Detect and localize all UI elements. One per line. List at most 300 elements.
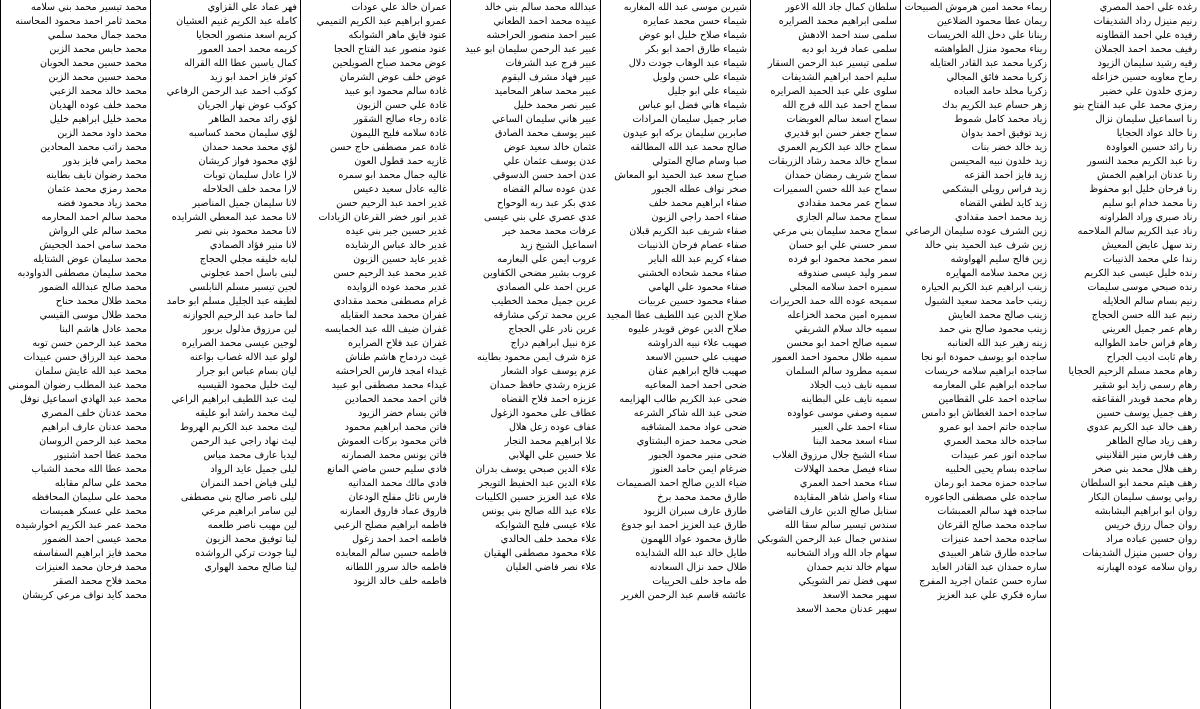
name-entry: عدن يوسف عثمان علي [503, 156, 597, 167]
name-entry: عرين محمد تركي مشارقه [493, 310, 597, 321]
name-entry: لانا سليمان جميل المناصير [192, 198, 297, 209]
name-entry: سميره احمد سلامه المجلي [789, 282, 897, 293]
name-entry: سميحه عوده الله حمد الحريرات [769, 296, 897, 307]
name-entry: سنابل صالح الدين عارف القاضي [767, 506, 897, 517]
name-entry: سمر حسني علي ابو حسان [788, 240, 897, 251]
name-entry: فاطمه خالد سرور اللطانه [345, 562, 447, 573]
name-entry: فاتن احمد محمد الحمادين [344, 394, 447, 405]
name-entry: عثمان خالد سعيد عوض [504, 142, 597, 153]
name-entry: سميه خالد سلام الشريقي [794, 324, 897, 335]
name-entry: ساجده انور عمر عبيدات [951, 450, 1047, 461]
name-entry: ساره حسن عثمان اجريد المفرج [919, 576, 1047, 587]
name-entry: محمد فلاح محمد الصقر [53, 576, 147, 587]
name-entry: زيد خلدون نبيه المحيسن [950, 156, 1047, 167]
name-entry: سميه صالح احمد ابو محسن [786, 338, 897, 349]
name-entry: سميه مطرود سالم السلمان [785, 366, 897, 377]
name-entry: صابرين سليمان بركه ابو عيدون [622, 128, 747, 139]
name-entry: رمزي محمد علي عبد الفتاح بنو [1073, 100, 1197, 111]
name-entry: عائشه قاسم عبد الرحمن الغرير [621, 590, 747, 601]
name-entry: ضياء الدين صالح احمد الصميمات [616, 478, 747, 489]
name-entry: صهيب علاء نبيه الدراوشه [647, 338, 747, 349]
name-entry: رهف هلال محمد بني صخر [1092, 464, 1197, 475]
name-entry: كريم اسعد منصور الحجايا [196, 30, 297, 41]
name-entry: كوثر فايز احمد ابو زيد [210, 72, 297, 83]
name-entry: محمد عادل هاشم البنا [59, 324, 147, 335]
name-entry: محمد حابس محمد الزبن [49, 44, 147, 55]
name-entry: صلاح الدين عبد اللطيف عطا المجيد [606, 310, 747, 321]
name-entry: علاء عيسى فليح الشوابكه [494, 520, 597, 531]
name-entry: غدير احمد عبد الرحيم حسن [336, 198, 447, 209]
name-entry: صفاء ابراهيم محمد خلف [648, 198, 747, 209]
name-entry: سماح شريف رمضان حمدان [784, 170, 897, 181]
name-entry: سميه نايف ذيب الجلاد [809, 380, 897, 391]
name-entry: عوض محمد صباح الصويلحين [332, 58, 447, 69]
name-entry: ضحى عبد الله شاكر الشرعه [633, 408, 747, 419]
name-entry: ليلى ناصر صالح بني مصطفى [180, 492, 297, 503]
name-entry: عزيزه احمد فلاح القضاه [501, 394, 597, 405]
name-entry: صبا وسام صالح المتولي [652, 156, 747, 167]
name-entry: شيماء علي ابو جليل [667, 86, 747, 97]
name-entry: رنده خليل عيسى عبد الكريم [1084, 268, 1197, 279]
name-entry: عدن عوده سالم القضاه [503, 184, 597, 195]
name-entry: صفاء محمود حسين عربيات [638, 296, 747, 307]
name-entry: سندس جمال عبد الرحمن الشوبكي [757, 534, 897, 545]
name-entry: رهف زياد صالح الطاهر [1106, 436, 1197, 447]
name-entry: لين مرزوق مذلول بربور [202, 324, 297, 335]
name-entry: كوكب احمد عبد الرحمن الرفاعي [166, 86, 297, 97]
name-entry: صفاء شريف عبد الكريم قبلان [629, 226, 747, 237]
name-entry: رماح معاويه حسين خزاعله [1091, 72, 1197, 83]
name-entry: غرام مصطفى محمد مقدادي [333, 296, 447, 307]
name-entry: سناء الشيخ جلال مرزوق الغلاب [772, 450, 897, 461]
name-entry: محمد راتب محمد المحادين [40, 142, 147, 153]
name-entry: ليث عبد اللطيف ابراهيم الراعي [171, 394, 297, 405]
name-column [301, 0, 451, 709]
name-entry: ضحى محمد حمزه البشتاوي [636, 436, 747, 447]
name-entry: رنيم عبد الله حسن الحجاج [1091, 310, 1197, 321]
name-entry: غادة رجاء صالح الشقور [353, 114, 447, 125]
name-entry: زيد محمد احمد مقدادي [954, 212, 1047, 223]
name-entry: طلال حمد نزال السعادنه [649, 562, 747, 573]
name-entry: عبير محمد ساهر المحاميد [494, 86, 597, 97]
name-entry: عزيزه رشدي حافظ حمدان [489, 380, 597, 391]
name-entry: محمد جمال محمد سلمي [47, 30, 147, 41]
name-entry: علاء عبد الله صالح بني يونس [481, 506, 597, 517]
name-entry: ساجده ابراهيم سلامه خريسات [924, 366, 1047, 377]
name-entry: لارا محمد خلف الحلاحله [202, 184, 297, 195]
name-entry: ليان بسام عباس ابو جرار [196, 366, 297, 377]
name-entry: محمد رامي فايز بدور [63, 156, 147, 167]
name-entry: لين مهيب ناصر طلعمه [207, 520, 297, 531]
name-entry: رفيف محمد احمد الجملان [1094, 44, 1197, 55]
name-entry: صالح محمد عبد الله المطالقه [630, 142, 747, 153]
name-entry: محمد فايز ابراهيم السفاسفه [32, 548, 147, 559]
name-entry: لؤي محمود فواز كريشان [198, 156, 297, 167]
name-entry: روان حسين عباده مراد [1105, 534, 1197, 545]
name-entry: زيد كايد لطفي القضاه [959, 198, 1047, 209]
name-entry: طارق محمود عواد اللهمون [640, 534, 747, 545]
name-entry: لانا منير فؤاد الصمادي [209, 240, 297, 251]
name-entry: صخر نواف عطله الجبور [651, 184, 747, 195]
name-entry: سمر وليد عيسى صندوقه [797, 268, 897, 279]
name-entry: رناد صبري وراد الطراونه [1099, 212, 1197, 223]
name-entry: سلمى ابراهيم محمد الصرايره [778, 16, 897, 27]
name-entry: لينا جودت تركي الرواشده [195, 548, 297, 559]
name-entry: سماح عبد الله حسن السميرات [773, 184, 897, 195]
name-entry: محمد كايد نواف مرعي كريشان [22, 590, 147, 601]
name-entry: زكريا محمد فائق المجالي [946, 72, 1047, 83]
name-entry: محمد رمزي محمد عثمان [47, 184, 147, 195]
name-entry: شيماء هاني فضل ابو عباس [638, 100, 747, 111]
name-entry: لؤي رائد محمد الطاهر [208, 114, 297, 125]
name-entry: رهف خالد عبد الكريم عدوي [1086, 422, 1197, 433]
name-entry: زين الشرف عوده سليمان الرصاعي [905, 226, 1047, 237]
name-entry: عزة نبيل ابراهيم دراج [510, 338, 597, 349]
name-entry: غدير حسين جبر بني عيده [345, 226, 447, 237]
name-entry: علا ابراهيم محمد النجار [504, 436, 597, 447]
name-entry: علاء نصر فاضي العليان [505, 562, 597, 573]
name-entry: غادة سالم محمود ابو عبيد [344, 86, 447, 97]
name-entry: رنا عدنان ابراهيم الخمش [1097, 170, 1197, 181]
name-entry: سناء احمد علي العبير [812, 422, 897, 433]
name-entry: رقيه رشيد سليمان الزيود [1097, 58, 1197, 69]
name-entry: ساجده طارق شاهر العبيدي [938, 548, 1047, 559]
name-entry: ليث محمد عبد الكريم الهروط [179, 422, 297, 433]
name-entry: ساجده ابراهيم علي المعارمه [932, 380, 1047, 391]
name-entry: صفاء احمد راجي الزبون [651, 212, 747, 223]
name-entry: غدير عايد حسين الزبون [353, 254, 447, 265]
name-entry: عفاف عوده زعل هلال [509, 422, 597, 433]
name-entry: عنود فايق ماهر الشوابكه [348, 30, 447, 41]
name-entry: غدير خالد عباس الرشايده [345, 240, 447, 251]
name-entry: سهير عدنان محمد الاسعد [796, 604, 897, 615]
name-entry: رهام ثابت اديب الجراح [1106, 352, 1197, 363]
name-entry: رناد عبد الكريم سالم الملاحمه [1077, 226, 1197, 237]
name-entry: عبير فرج عبد الشرفات [505, 58, 597, 69]
name-entry: سلمى سند احمد الادهش [798, 30, 897, 41]
name-entry: ريمان عطا محمود الضلاعين [936, 16, 1047, 27]
name-entry: محمد علي عسكر هميسات [40, 506, 147, 517]
name-entry: محمد طلال موسى القيسي [39, 310, 147, 321]
name-entry: محمد عدنان عارف ابراهيم [41, 422, 147, 433]
name-entry: سناء فيصل محمد الهلالات [794, 464, 897, 475]
name-entry: محمد عبد الله عايش سلمان [35, 366, 147, 377]
name-entry: عبدالله محمد سالم بني خالد [484, 2, 597, 13]
name-entry: لينا صالح محمد الهواري [204, 562, 297, 573]
name-entry: رنا خالد عواد الحجايا [1116, 128, 1197, 139]
name-entry: فاطمه خلف خالد الزيود [353, 576, 447, 587]
name-entry: رنا اسماعيل سليمان نزال [1095, 114, 1197, 125]
name-entry: كوكب عوض نهار الجريان [197, 100, 297, 111]
name-entry: غاليه عادل سعيد دعيس [353, 184, 447, 195]
name-entry: سميه نايف علي البطاينه [801, 394, 897, 405]
name-entry: ساجده محمد صالح القرعان [937, 520, 1047, 531]
name-entry: لارا عادل سليمان توبات [203, 170, 297, 181]
name-entry: عرين جميل محمد الخطيب [491, 296, 597, 307]
name-entry: عروب بشير مضحي الكفاوين [482, 268, 597, 279]
name-entry: لانا محمد عبد المعطي الشرايده [171, 212, 297, 223]
name-entry: علاء الدين عبد الحفيظ التويجر [478, 478, 597, 489]
name-entry: زين محمد سلامه المهايره [945, 268, 1047, 279]
name-entry: صباح سعد عبد الحميد ابو المعاش [614, 170, 747, 181]
name-entry: زيد توفيق احمد بدوان [961, 128, 1047, 139]
name-entry: محمد عمر عبد الكريم اخوارشيده [15, 520, 147, 531]
name-entry: رنيم منيزل رداد الشديفات [1093, 16, 1197, 27]
name-entry: رهام محمد مسلم الرحيم الحجايا [1068, 366, 1197, 377]
name-entry: رنا عبد الكريم محمد النسور [1087, 156, 1197, 167]
name-entry: ساجده حمزه محمد ابو رمان [934, 478, 1047, 489]
name-entry: لبابه خليفه مجلي الحجاج [199, 254, 297, 265]
name-entry: عدن احمد حسن الدسوقي [492, 170, 597, 181]
name-entry: روان جمال رزق خريس [1104, 520, 1197, 531]
name-entry: طايل خالد عبد الله الشدايده [635, 548, 747, 559]
name-entry: سهام خالد نديم حمدان [806, 562, 897, 573]
name-entry: كريمه محمد احمد العمور [198, 44, 297, 55]
name-entry: فهر عماد علي القزاوي [207, 2, 297, 13]
name-entry: ساجده فهد سالم العمبشات [937, 506, 1047, 517]
name-entry: رنا محمد خدام ابو سليم [1102, 198, 1197, 209]
name-entry: فاروق عماد فاروق العمارنه [339, 506, 447, 517]
name-entry: سهى فضل نمر الشويكي [798, 576, 897, 587]
name-entry: عزة شرف ايمن محمود بطاينه [477, 352, 597, 363]
name-entry: ضرغام ايمن حامد العنوز [650, 464, 747, 475]
name-entry: زكريا مخلد حامد العباده [953, 86, 1047, 97]
name-entry: سماح خالد عبد الكريم العمري [777, 142, 897, 153]
name-entry: لبنى باسل احمد عجلوني [200, 268, 297, 279]
name-entry: محمد سليمان عوض الشتايله [33, 254, 147, 265]
name-entry: محمد عبد الرحمن حسن توبه [32, 338, 147, 349]
name-column [751, 0, 901, 709]
name-entry: محمد عبد الهادي اسماعيل نوفل [19, 394, 147, 405]
name-entry: رهف هيثم محمد ابو السلطان [1080, 478, 1197, 489]
name-entry: فادي سليم حسن ماضي المانع [327, 464, 447, 475]
name-entry: محمد عدنان خلف المصري [41, 408, 147, 419]
name-entry: سماح محمد سالم الجازي [796, 212, 897, 223]
name-entry: غفران عبد فلاح الصرايره [347, 338, 447, 349]
name-entry: صفاء محمد شحاده الخشني [637, 268, 747, 279]
name-entry: سماح خالد محمد رشاد الزريقات [768, 156, 897, 167]
name-entry: شيماء عبد الوهاب جودت دلال [628, 58, 747, 69]
name-entry: عرين نادر علي الحجاج [508, 324, 597, 335]
name-entry: رينانا علي دخل الله الخريسات [927, 30, 1047, 41]
name-entry: محمد علي سالم مقابله [54, 478, 147, 489]
name-entry: رنده صبحي موسى سليمات [1087, 282, 1197, 293]
name-entry: محمد سالم احمد المحارمه [41, 212, 147, 223]
name-entry: محمد طلال محمد حناح [55, 296, 147, 307]
name-entry: زينب ابراهيم عبد الكريم الحياره [921, 282, 1047, 293]
name-entry: سميره امين محمد الخزاعله [787, 310, 897, 321]
name-entry: ساجده خالد محمد العمري [943, 436, 1047, 447]
name-entry: محمد رضوان نايف بطاينه [46, 170, 147, 181]
name-entry: ضحى عواد محمد المشاقبه [640, 422, 747, 433]
name-entry: محمد خلف عوده الهديان [49, 100, 147, 111]
name-entry: غدير محمد عبد الرحيم حسن [333, 268, 447, 279]
name-entry: زيد فايز احمد القزعه [964, 170, 1047, 181]
name-entry: رفيده علي احمد القطاونه [1095, 30, 1197, 41]
name-entry: سناء واصل شاهر المقايدة [793, 492, 897, 503]
name-entry: رهام عمر جميل العريني [1102, 324, 1197, 335]
name-entry: سماح جعفر حسن ابو قديري [784, 128, 897, 139]
name-entry: زينب حامد محمد سعيد الشبول [924, 296, 1047, 307]
name-entry: فاتن محمد ابراهيم محمود [344, 422, 447, 433]
name-entry: محمد علي سليمان المحافظه [31, 492, 147, 503]
name-entry: لانا محمد محمود بني نصر [195, 226, 297, 237]
name-entry: ليلى جميل عايد الرواد [210, 464, 297, 475]
name-entry: اسماعيل الشيخ زيد [520, 240, 597, 251]
name-entry: ضحى عبد الكريم طالب الهزايمه [619, 394, 747, 405]
name-entry: محمد ثامر احمد محمود المحاسنه [15, 16, 147, 27]
name-entry: محمد حسين محمد الحوبان [39, 58, 147, 69]
name-entry: رنا فرحان خليل ابو محفوظ [1089, 184, 1197, 195]
name-column [151, 0, 301, 709]
name-entry: غدير انور خضر القرعان الزيادات [318, 212, 447, 223]
name-entry: زين شرف عبد الحميد بني خالد [924, 240, 1047, 251]
name-entry: فاتن بسام خضر الزيود [357, 408, 447, 419]
name-entry: عنود منصور عبد الفتاح الحجا [334, 44, 447, 55]
name-entry: سماح عمر محمد مقدادي [797, 198, 897, 209]
name-entry: ساجده محمد احمد عنيزات [941, 534, 1047, 545]
name-entry: زيد خالد خضر بنات [971, 142, 1047, 153]
name-column [451, 0, 601, 709]
name-entry: رمزي خلدون علي خضير [1100, 86, 1197, 97]
name-entry: محمد خالد محمد الزعبي [49, 86, 147, 97]
name-entry: لؤي سليمان محمد كساسبه [188, 128, 297, 139]
name-entry: صابر جميل سليمان المرادات [632, 114, 747, 125]
name-entry: لين سامر ابراهيم مرعي [201, 506, 297, 517]
name-entry: عبير فهاد مشرف البقوم [501, 72, 597, 83]
name-entry: عروب ايمن علي البعارمه [497, 254, 597, 265]
name-column [1051, 0, 1200, 709]
name-entry: محمد عطا احمد اشتيور [54, 450, 147, 461]
name-entry: صهيب علي حسين الاسعد [645, 352, 747, 363]
name-entry: عبير عبد الرحمن سليمان ابو عبيد [465, 44, 597, 55]
name-entry: سهير محمد الاسعد [822, 590, 897, 601]
name-entry: روابي يوسف سليمان البكار [1088, 492, 1197, 503]
name-entry: صهيب فالح ابراهيم عفان [648, 366, 747, 377]
name-entry: شيماء حسن محمد عمايره [643, 16, 747, 27]
name-entry: علا حسين علي الهلابي [508, 450, 597, 461]
name-entry: غادة عمر مصطفى حاج حسن [329, 142, 447, 153]
name-entry: طه ماجد خلف الحريبات [652, 576, 747, 587]
name-entry: رهام رسمي زايد ابو شقير [1093, 380, 1197, 391]
name-entry: ساجده علي مصطفى الجاعوره [924, 492, 1047, 503]
name-entry: سلوى علي عبد الحميد الصرايره [770, 86, 897, 97]
name-entry: عبير احمد منصور الحراحشه [486, 30, 597, 41]
name-entry: عبير نصر محمد خليل [513, 100, 597, 111]
name-entry: شيماء طارق احمد ابو بكر [645, 44, 747, 55]
name-entry: زياد محمد كامل شموط [954, 114, 1047, 125]
name-entry: سمر محمد محمود ابو فرده [788, 254, 897, 265]
name-entry: عدي عصري علي بني عيسى [484, 212, 597, 223]
name-entry: فاتن محمود بركات العموش [337, 436, 447, 447]
name-entry: فادي مالك محمد المدانيه [348, 478, 447, 489]
name-entry: صفاء محمود علي الهامي [648, 282, 747, 293]
name-entry: محمد عبد المطلب رضوان المومني [8, 380, 147, 391]
name-entry: سميه وصفي موسى عواوده [787, 408, 897, 419]
name-entry: محمد عبد الرزاق حسن عبيدات [23, 352, 147, 363]
name-entry: صفاء كريم عبد الله الباير [648, 254, 747, 265]
name-entry: محمد صالح عبدالله الضمور [39, 282, 147, 293]
name-entry: عبير يوسف محمد الصادق [494, 128, 597, 139]
name-entry: سناء اسعد محمد البنا [812, 436, 897, 447]
name-entry: رهف جميل يوسف حسين [1096, 408, 1197, 419]
name-entry: رهف فارس منير القلانيني [1095, 450, 1197, 461]
name-entry: سلطان كمال جاد الله الاعور [785, 2, 897, 13]
name-entry: لؤي محمد محمد حمدان [202, 142, 297, 153]
name-entry: كمال ياسين عطا الله القراله [184, 58, 297, 69]
name-entry: ضحى احمد احمد المعاعيه [644, 380, 747, 391]
name-entry: فاطمه حسين سالم المعابده [335, 548, 447, 559]
name-entry: ضحى منير محمود الجبور [648, 450, 747, 461]
name-entry: محمد سالم علي الرواش [48, 226, 147, 237]
name-entry: رهام فراس حامد الطوالبه [1093, 338, 1197, 349]
name-entry: ليث خليل محمود القيسيه [197, 380, 297, 391]
name-entry: سناء محمد احمد العمري [799, 478, 897, 489]
name-column [1, 0, 151, 709]
name-entry: عزم يوسف عواد الشعار [501, 366, 597, 377]
name-entry: ساجده احمد علي القطامين [938, 394, 1047, 405]
name-entry: غفران ضيف الله عبد الخمايسه [324, 324, 447, 335]
name-entry: غيث دردماح هاشم طناش [345, 352, 447, 363]
name-entry: سليم احمد ابراهيم الشديفات [781, 72, 897, 83]
name-entry: لجين تيسير مسلم النابلسي [189, 282, 297, 293]
name-entry: زهر حسام عبد الكريم بدك [941, 100, 1047, 111]
name-entry: سميه طلال محمود احمد العمور [772, 352, 897, 363]
name-entry: ساجده احمد الغطاش ابو دامس [921, 408, 1047, 419]
name-entry: عبير هاني سليمان الساعي [491, 114, 597, 125]
name-entry: علاء عبد العزيز حسين الكليبات [475, 492, 597, 503]
name-entry: محمد عطا الله محمد الشباب [31, 464, 147, 475]
name-entry: غدير محمد عوده الزوايده [347, 282, 447, 293]
name-entry: عمرو ابراهيم عبد الكريم التميمي [316, 16, 447, 27]
name-entry: رند سهل عايض المعيش [1101, 240, 1197, 251]
name-entry: فارس نائل مفلح الودعان [348, 492, 447, 503]
name-entry: زين فالح سليم الهواوشه [950, 254, 1047, 265]
name-entry: ساجده بسام يحيى الحلبيه [945, 464, 1047, 475]
name-entry: ليلى فياض احمد النمران [200, 478, 297, 489]
name-entry: صفاء عصام فرحان الذنيبات [637, 240, 747, 251]
name-column [901, 0, 1051, 709]
name-entry: فاطمه احمد احمد زغول [352, 534, 447, 545]
name-entry: لطيفه عبد الجليل مسلم ابو حامد [166, 296, 297, 307]
name-entry: محمد سليمان مصطفى الدواودبه [17, 268, 147, 279]
name-entry: غازيه حمد قطول العون [354, 156, 447, 167]
name-entry: محمد داود محمد الزبن [57, 128, 147, 139]
name-entry: زيد فراس رويلي البشكمي [942, 184, 1047, 195]
name-entry: رنيم بسام سالم الخلايله [1102, 296, 1197, 307]
name-entry: ساجده ابو يوسف حمودة ابو نجا [921, 352, 1047, 363]
name-entry: غيداء امجد فارس الحراحشه [335, 366, 447, 377]
name-entry: سلمى تيسير عبد الرحمن السقار [767, 58, 897, 69]
name-entry: عوض خلف عوض الشرمان [339, 72, 447, 83]
name-entry: محمد سامي احمد الجحيش [39, 240, 147, 251]
name-entry: سماح احمد عبد الله فرج الله [782, 100, 897, 111]
name-entry: زينب محمود صالح بني حمد [938, 324, 1047, 335]
name-entry: محمد حسين محمد الزبن [48, 72, 147, 83]
name-entry: فاتن يونس محمد الصمارنه [341, 450, 447, 461]
name-entry: صلاح الدين عوض قويدر عليوه [628, 324, 747, 335]
name-entry: سماح محمد سليمان بني مرعي [772, 226, 897, 237]
name-column [601, 0, 751, 709]
name-entry: روان ابو ابراهيم البشابشه [1094, 506, 1197, 517]
name-entry: سماح اسعد سالم العويضات [786, 114, 897, 125]
name-entry: لوجين عيسى محمد الصرايره [181, 338, 297, 349]
name-entry: ليديا عارف محمد مياس [203, 450, 297, 461]
name-entry: كامله عبد الكريم غنيم العشيان [176, 16, 297, 27]
name-entry: زينب صالح محمد العايش [948, 310, 1047, 321]
name-entry: عرفات محمد محمد خير [502, 226, 597, 237]
name-entry: محمد زياد محمود فضه [57, 198, 147, 209]
